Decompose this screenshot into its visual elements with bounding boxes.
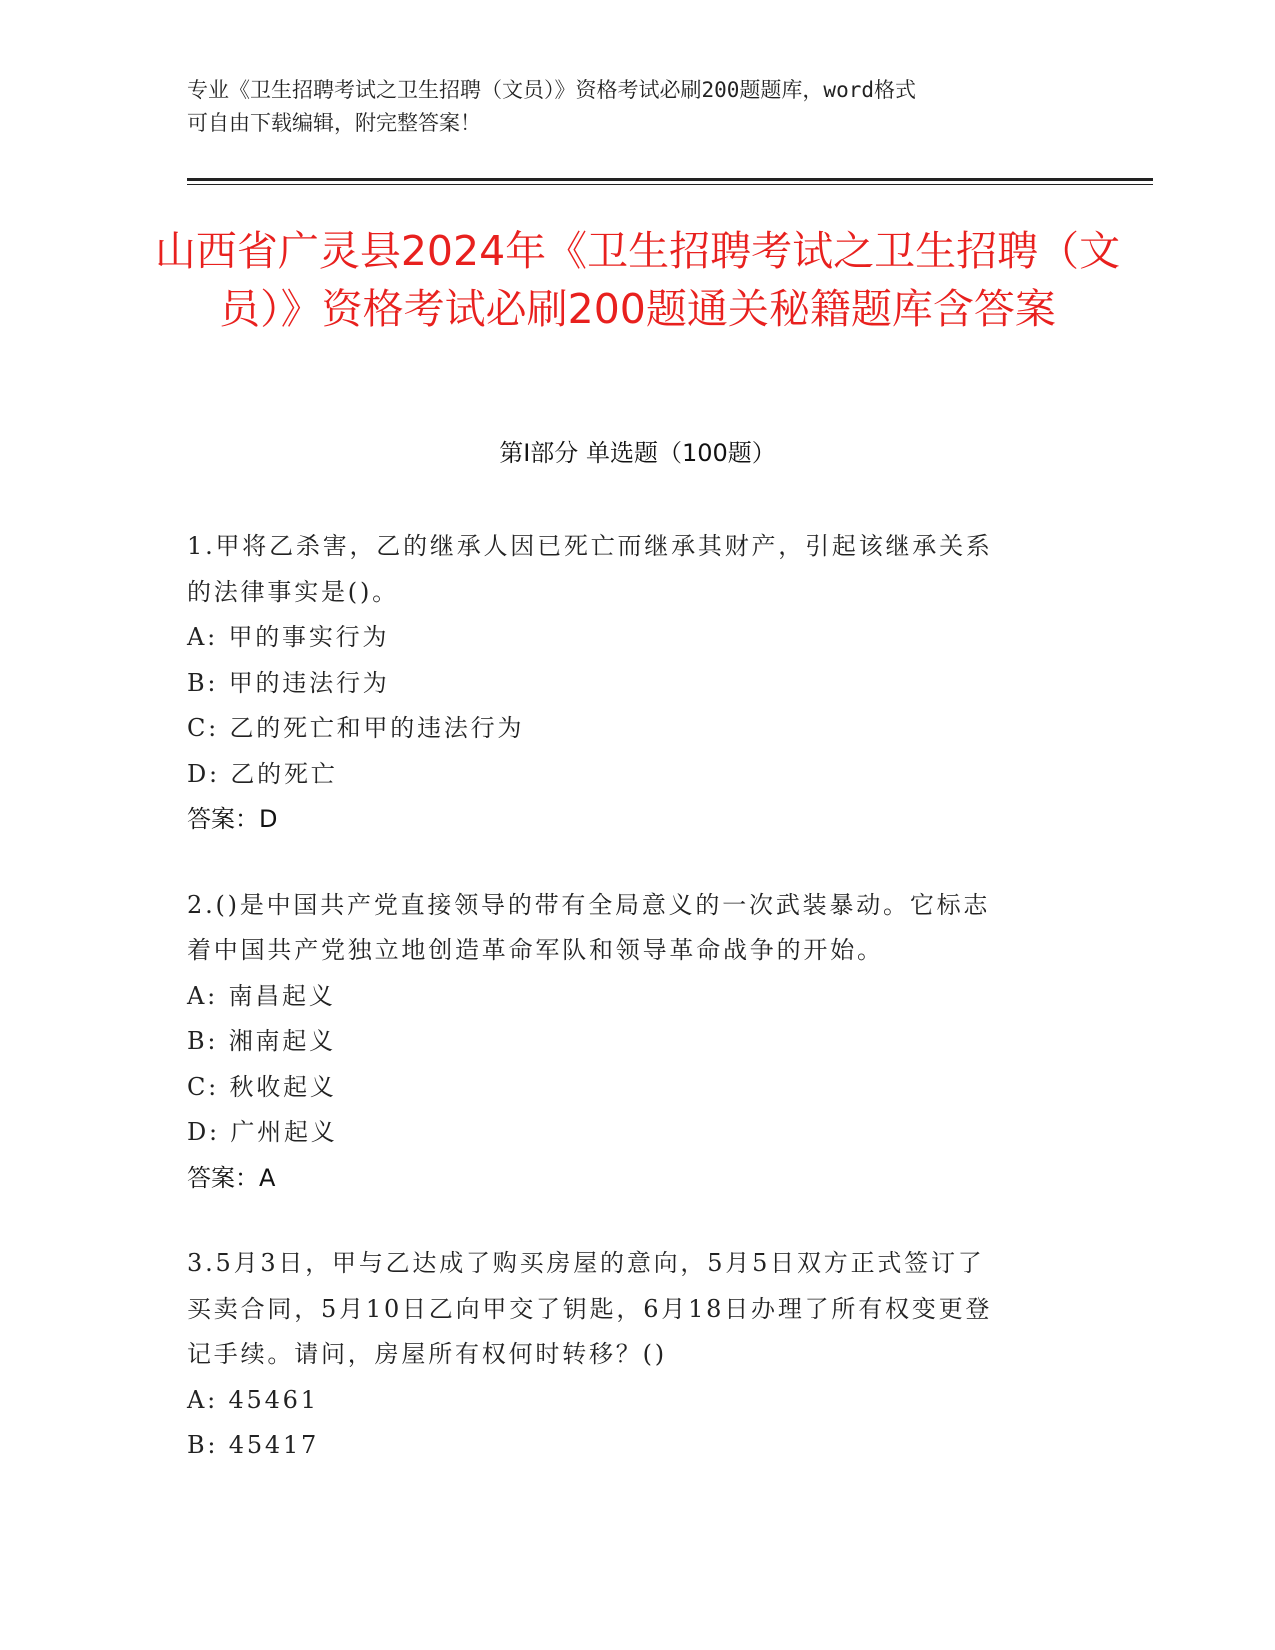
document-title: 山西省广灵县2024年《卫生招聘考试之卫生招聘（文员）》资格考试必刷200题通关秘籍题库含答案 bbox=[154, 227, 1121, 333]
answer-line: 答案：A bbox=[187, 1163, 276, 1192]
question-stem-line: 3.5月3日，甲与乙达成了购买房屋的意向，5月5日双方正式签订了 bbox=[187, 1249, 985, 1277]
question-stem-line: 记手续。请问，房屋所有权何时转移？() bbox=[187, 1340, 667, 1368]
option-c: C: 秋收起义 bbox=[187, 1072, 337, 1101]
option-a: A: 45461 bbox=[187, 1385, 319, 1414]
answer-line: 答案：D bbox=[187, 805, 278, 833]
section-heading: 第Ⅰ部分 单选题（100题） bbox=[499, 439, 776, 467]
option-a: A: 南昌起义 bbox=[187, 981, 336, 1010]
header-note bbox=[187, 74, 1067, 140]
header-note-line1: 专业《卫生招聘考试之卫生招聘（文员）》资格考试必刷200题题库，word格式 bbox=[187, 78, 916, 102]
question-stem-line: 2.()是中国共产党直接领导的带有全局意义的一次武装暴动。它标志 bbox=[187, 890, 991, 919]
option-a: A: 甲的事实行为 bbox=[187, 623, 390, 651]
question-stem-line: 买卖合同，5月10日乙向甲交了钥匙，6月18日办理了所有权变更登 bbox=[187, 1294, 993, 1323]
option-d: D: 乙的死亡 bbox=[187, 759, 338, 788]
question-list bbox=[187, 524, 1077, 1509]
question-2 bbox=[187, 883, 1077, 1202]
option-b: B: 45417 bbox=[187, 1431, 320, 1459]
option-b: B: 甲的违法行为 bbox=[187, 668, 390, 697]
header-divider-thick bbox=[187, 178, 1153, 181]
question-stem-line: 的法律事实是()。 bbox=[187, 577, 399, 606]
question-3 bbox=[187, 1241, 1077, 1469]
question-1 bbox=[187, 524, 1077, 843]
header-divider-thin bbox=[187, 184, 1153, 185]
option-c: C: 乙的死亡和甲的违法行为 bbox=[187, 714, 525, 742]
option-d: D: 广州起义 bbox=[187, 1118, 338, 1146]
question-stem-line: 1.甲将乙杀害，乙的继承人因已死亡而继承其财产，引起该继承关系 bbox=[187, 532, 993, 560]
option-b: B: 湘南起义 bbox=[187, 1027, 336, 1055]
header-note-line2: 可自由下载编辑，附完整答案！ bbox=[187, 111, 481, 135]
question-stem-line: 着中国共产党独立地创造革命军队和领导革命战争的开始。 bbox=[187, 936, 884, 964]
